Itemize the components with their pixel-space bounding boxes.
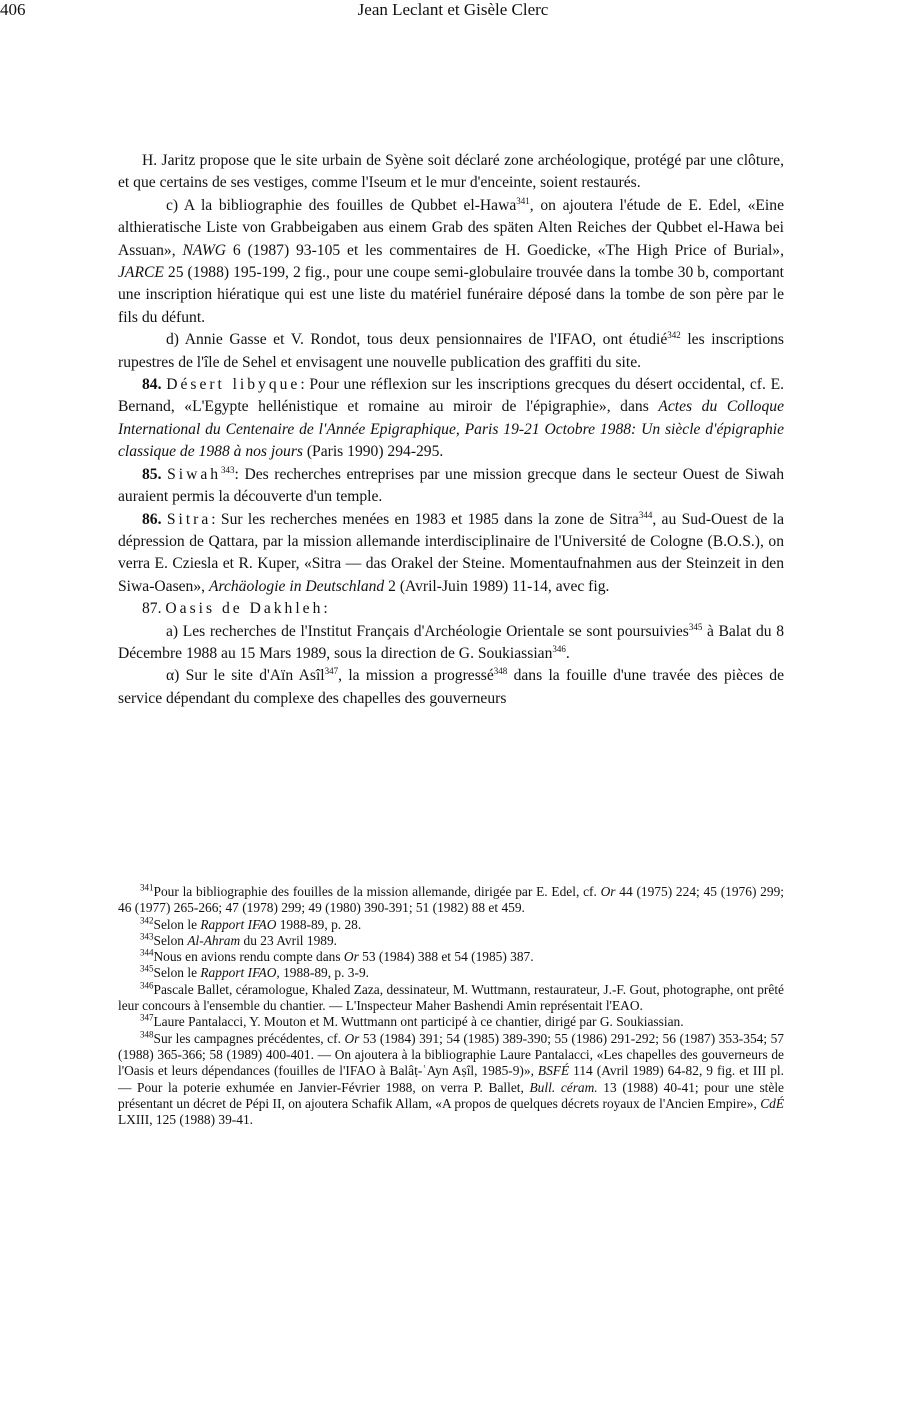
- footnote-343: $^{343}$Selon Al-Ahram du 23 Avril 1989.: [140, 931, 338, 948]
- paragraph: c) A la bibliographie des fouilles de Qubbet el-Hawa$^{341}$, on ajoutera l'étude de E. Edel, «Eine althieratische Liste von Grabbeigaben aus einem Grab des späten Alten Reiches der Qubbet el-Hawa bei Assuan», NAWG 6 (1987) 93-105 et les commentaires de H. Goedicke, «The High Price of Burial», JARCE 25 (1988) 195-199, 2 fig., pour une coupe semi-globulaire trouvée dans la tombe 30 b, comportant une inscription hiératique qui est une liste du matériel funéraire déposé dans la tombe de son père par le fils du défunt.: [118, 195, 784, 326]
- section-heading: Sitra: [166, 510, 212, 528]
- section-heading: Oasis de Dakhleh: [165, 600, 324, 618]
- running-title: Jean Leclant et Gisèle Clerc: [357, 0, 549, 19]
- footnote-346: $^{346}$Pascale Ballet, céramologue, Khaled Zaza, dessinateur, M. Wuttmann, restaurateur, J.-F. Gout, photographe, ont prêté leur concours à l'ensemble du chantier. — L'Inspecteur Maher Bashendi Amin représentait l'EAO.: [118, 980, 784, 1014]
- section-heading: Siwah: [167, 465, 222, 483]
- page-header: [0, 0, 906, 20]
- footnote-ref[interactable]: 344: [638, 509, 653, 520]
- footnote-ref[interactable]: 341: [516, 195, 530, 206]
- paragraph: α) Sur le site d'Aïn Asîl$^{347}$, la mission a progressé$^{348}$ dans la fouille d'une travée des pièces de service dépendant du complexe des chapelles des gouverneurs: [118, 666, 785, 707]
- footnote-347: $^{347}$Laure Pantalacci, Y. Mouton et M. Wuttmann ont participé à ce chantier, dirigé par G. Soukiassian.: [140, 1012, 684, 1030]
- footnote-342: $^{342}$Selon le Rapport IFAO 1988-89, p. 28.: [140, 915, 362, 932]
- footnote-ref[interactable]: 342: [667, 330, 681, 341]
- section-86: 86. Sitra: Sur les recherches menées en 1983 et 1985 dans la zone de Sitra$^{344}$, au Sud-Ouest de la dépression de Qattara, par la mission allemande interdisciplinaire de l'Université de Cologne (B.O.S.), on verra E. Cziesla et R. Kuper, «Sitra — das Orakel der Steine. Momentaufnahmen aus der Steinzeit in den Siwa-Oasen», Archäologie in Deutschland 2 (Avril-Juin 1989) 11-14, avec fig.: [118, 509, 784, 595]
- footnote-ref[interactable]: 348: [493, 666, 508, 677]
- section-85: 85. Siwah$^{343}$: Des recherches entreprises par une mission grecque dans le secteur Ouest de Siwah auraient permis la découverte d'un temple.: [118, 464, 784, 506]
- footnotes: [118, 884, 784, 1128]
- footnote-348: $^{348}$Sur les campagnes précédentes, cf. Or 53 (1984) 391; 54 (1985) 389-390; 55 (1986) 291-292; 56 (1987) 353-354; 57 (1988) 365-366; 58 (1989) 400-401. — On ajoutera à la bibliographie Laure Pantalacci, «Les chapelles des gouverneurs de l'Oasis et leurs dépendances (fouilles de l'IFAO à Balâṭ-ʿAyn Aṣîl, 1985-9)», BSFÉ 114 (Avril 1989) 64-82, 9 fig. et III pl. — Pour la poterie exhumée en Janvier-Février 1988, on verra P. Ballet, Bull. céram. 13 (1988) 40-41; pour une stèle présentant un décret de Pépi II, on ajoutera Schafik Allam, «A propos de quelques décrets royaux de l'Ancien Empire», CdÉ LXIII, 125 (1988) 39-41.: [118, 1029, 784, 1128]
- paragraph: H. Jaritz propose que le site urbain de Syène soit déclaré zone archéologique, protégé par une clôture, et que certains de ses vestiges, comme l'Iseum et le mur d'enceinte, soient restaurés.: [118, 152, 784, 192]
- page-number: 406: [0, 0, 26, 19]
- footnote-ref[interactable]: 347: [324, 666, 339, 677]
- footnote-ref[interactable]: 343: [221, 464, 235, 475]
- paragraph: a) Les recherches de l'Institut Français d'Archéologie Orientale se sont poursuivies$^{345}$ à Balat du 8 Décembre 1988 au 15 Mars 1989, sous la direction de G. Soukiassian$^{346}$.: [118, 621, 784, 662]
- main-text: [118, 150, 784, 710]
- section-heading: Désert libyque: [166, 376, 301, 394]
- footnote-ref[interactable]: 345: [688, 621, 703, 632]
- section-84: 84. Désert libyque: Pour une réflexion sur les inscriptions grecques du désert occidental, cf. E. Bernand, «L'Egypte hellénistique et romaine au miroir de l'épigraphie», dans Actes du Colloque International du Centenaire de l'Année Epigraphique, Paris 19-21 Octobre 1988: Un siècle d'épigraphie classique de 1988 à nos jours (Paris 1990) 294-295.: [118, 376, 784, 461]
- footnote-ref[interactable]: 346: [552, 643, 566, 654]
- footnote-345: $^{345}$Selon le Rapport IFAO, 1988-89, p. 3-9.: [140, 964, 369, 981]
- footnote-341: $^{341}$Pour la bibliographie des fouilles de la mission allemande, dirigée par E. Edel, cf. Or 44 (1975) 224; 45 (1976) 299; 46 (1977) 265-266; 47 (1978) 299; 49 (1980) 390-391; 51 (1982) 88 et 459.: [118, 882, 784, 916]
- section-87: 87. Oasis de Dakhleh:: [142, 600, 328, 618]
- footnote-344: $^{344}$Nous en avions rendu compte dans Or 53 (1984) 388 et 54 (1985) 387.: [140, 947, 534, 965]
- paragraph: d) Annie Gasse et V. Rondot, tous deux pensionnaires de l'IFAO, ont étudié$^{342}$ les inscriptions rupestres de l'île de Sehel et envisagent une nouvelle publication des graffiti du site.: [118, 330, 785, 371]
